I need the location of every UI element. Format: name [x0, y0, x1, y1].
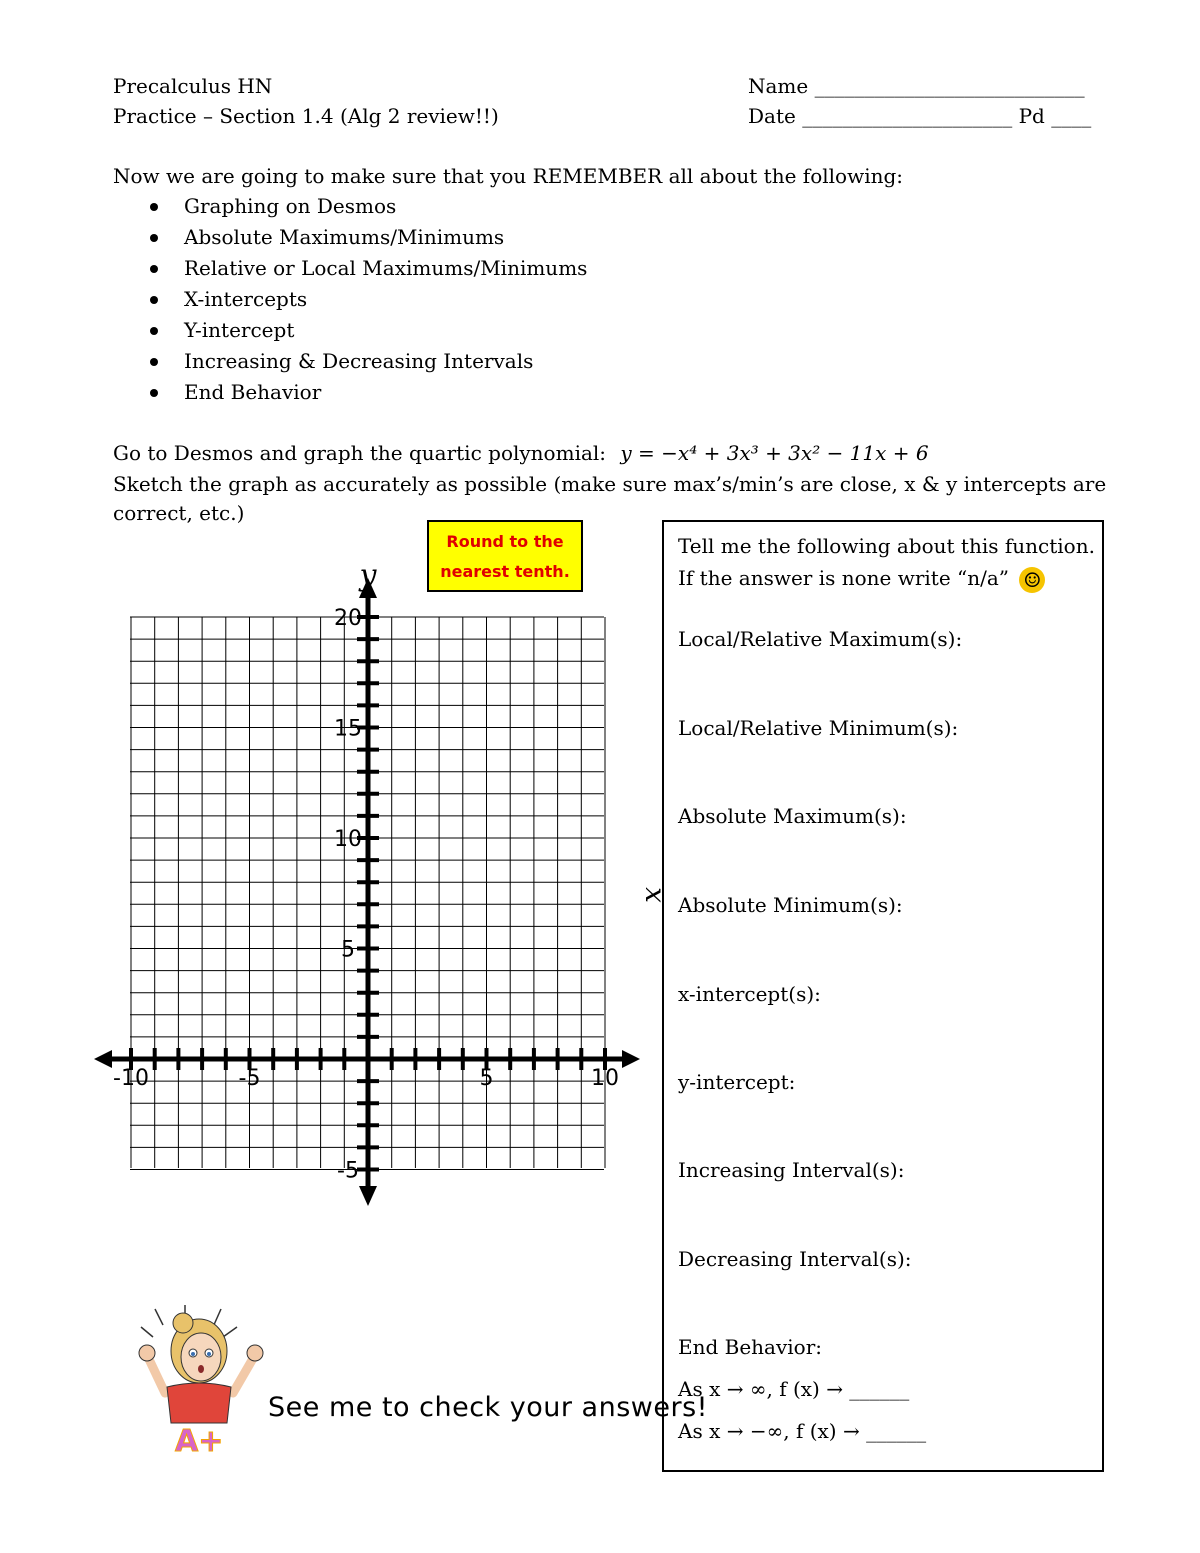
- polynomial-equation: y = −x⁴ + 3x³ + 3x² − 11x + 6: [620, 441, 929, 465]
- question-increasing: Increasing Interval(s):: [678, 1158, 905, 1182]
- course-title: Precalculus HN: [113, 74, 273, 98]
- practice-title: Practice – Section 1.4 (Alg 2 review!!): [113, 104, 499, 128]
- topic-item: Relative or Local Maximums/Minimums: [148, 254, 587, 285]
- question-local-min: Local/Relative Minimum(s):: [678, 716, 959, 740]
- x-tick-label: 5: [479, 1066, 494, 1091]
- x-axis-arrow-right: [622, 1050, 640, 1068]
- answer-box: [662, 520, 1104, 1472]
- answer-intro-1: Tell me the following about this function.: [678, 534, 1095, 558]
- end-behavior-positive[interactable]: As x → ∞, f (x) → ______: [678, 1377, 910, 1401]
- x-tick-label: -10: [113, 1066, 149, 1091]
- question-x-intercepts: x-intercept(s):: [678, 982, 821, 1006]
- question-decreasing: Decreasing Interval(s):: [678, 1247, 912, 1271]
- y-tick-label: 20: [334, 606, 362, 631]
- question-absolute-max: Absolute Maximum(s):: [678, 804, 907, 828]
- topic-item: End Behavior: [148, 378, 587, 409]
- question-y-intercept: y-intercept:: [678, 1070, 796, 1094]
- cartoon-girl-icon: [125, 1305, 275, 1465]
- question-local-max: Local/Relative Maximum(s):: [678, 627, 963, 651]
- round-note-line-2: nearest tenth.: [440, 562, 570, 581]
- y-axis-label: y: [359, 558, 377, 593]
- date-blank[interactable]: _____________________: [802, 104, 1013, 128]
- topic-item: X-intercepts: [148, 285, 587, 316]
- x-axis-arrow-left: [94, 1050, 112, 1068]
- name-line: [748, 74, 1085, 98]
- intro-text: Now we are going to make sure that you REMEMBER all about the following:: [113, 164, 904, 188]
- x-tick-label: -5: [238, 1066, 261, 1091]
- round-note-line-1: Round to the: [446, 532, 564, 551]
- instruction-line-3: correct, etc.): [113, 501, 245, 525]
- check-answers-note: See me to check your answers!: [268, 1392, 708, 1423]
- question-end-behavior: End Behavior:: [678, 1335, 823, 1359]
- pd-blank[interactable]: ____: [1051, 104, 1092, 128]
- instruction-line-2: Sketch the graph as accurately as possible (make sure max’s/min’s are close, x & y intercepts are: [113, 472, 1107, 496]
- y-axis-arrow-down: [359, 1186, 377, 1206]
- coordinate-grid[interactable]: [80, 555, 672, 1215]
- a-plus-icon: A+: [175, 1424, 224, 1459]
- x-axis-label: x: [639, 887, 672, 903]
- instruction-text: Go to Desmos and graph the quartic polynomial:: [113, 441, 607, 465]
- answer-intro-2-line: [678, 566, 1045, 593]
- date-line: [748, 104, 1091, 128]
- y-tick-label: 5: [341, 937, 355, 963]
- topic-list: [148, 192, 587, 409]
- topic-item: Graphing on Desmos: [148, 192, 587, 223]
- smiley-icon: ☺: [1019, 567, 1045, 593]
- pd-label: Pd: [1018, 104, 1045, 128]
- topic-item: Y-intercept: [148, 316, 587, 347]
- topic-item: Increasing & Decreasing Intervals: [148, 347, 587, 378]
- y-tick-label: 15: [334, 716, 362, 742]
- name-blank[interactable]: ___________________________: [814, 74, 1085, 98]
- x-tick-label: 10: [591, 1066, 619, 1091]
- y-tick-label: -5: [337, 1158, 359, 1184]
- topic-item: Absolute Maximums/Minimums: [148, 223, 587, 254]
- instruction-line-1: [113, 441, 929, 465]
- date-label: Date: [748, 104, 796, 128]
- end-behavior-negative[interactable]: As x → −∞, f (x) → ______: [678, 1419, 927, 1443]
- question-absolute-min: Absolute Minimum(s):: [678, 893, 903, 917]
- answer-intro-2: If the answer is none write “n/a”: [678, 566, 1010, 590]
- y-tick-label: 10: [334, 827, 362, 852]
- name-label: Name: [748, 74, 809, 98]
